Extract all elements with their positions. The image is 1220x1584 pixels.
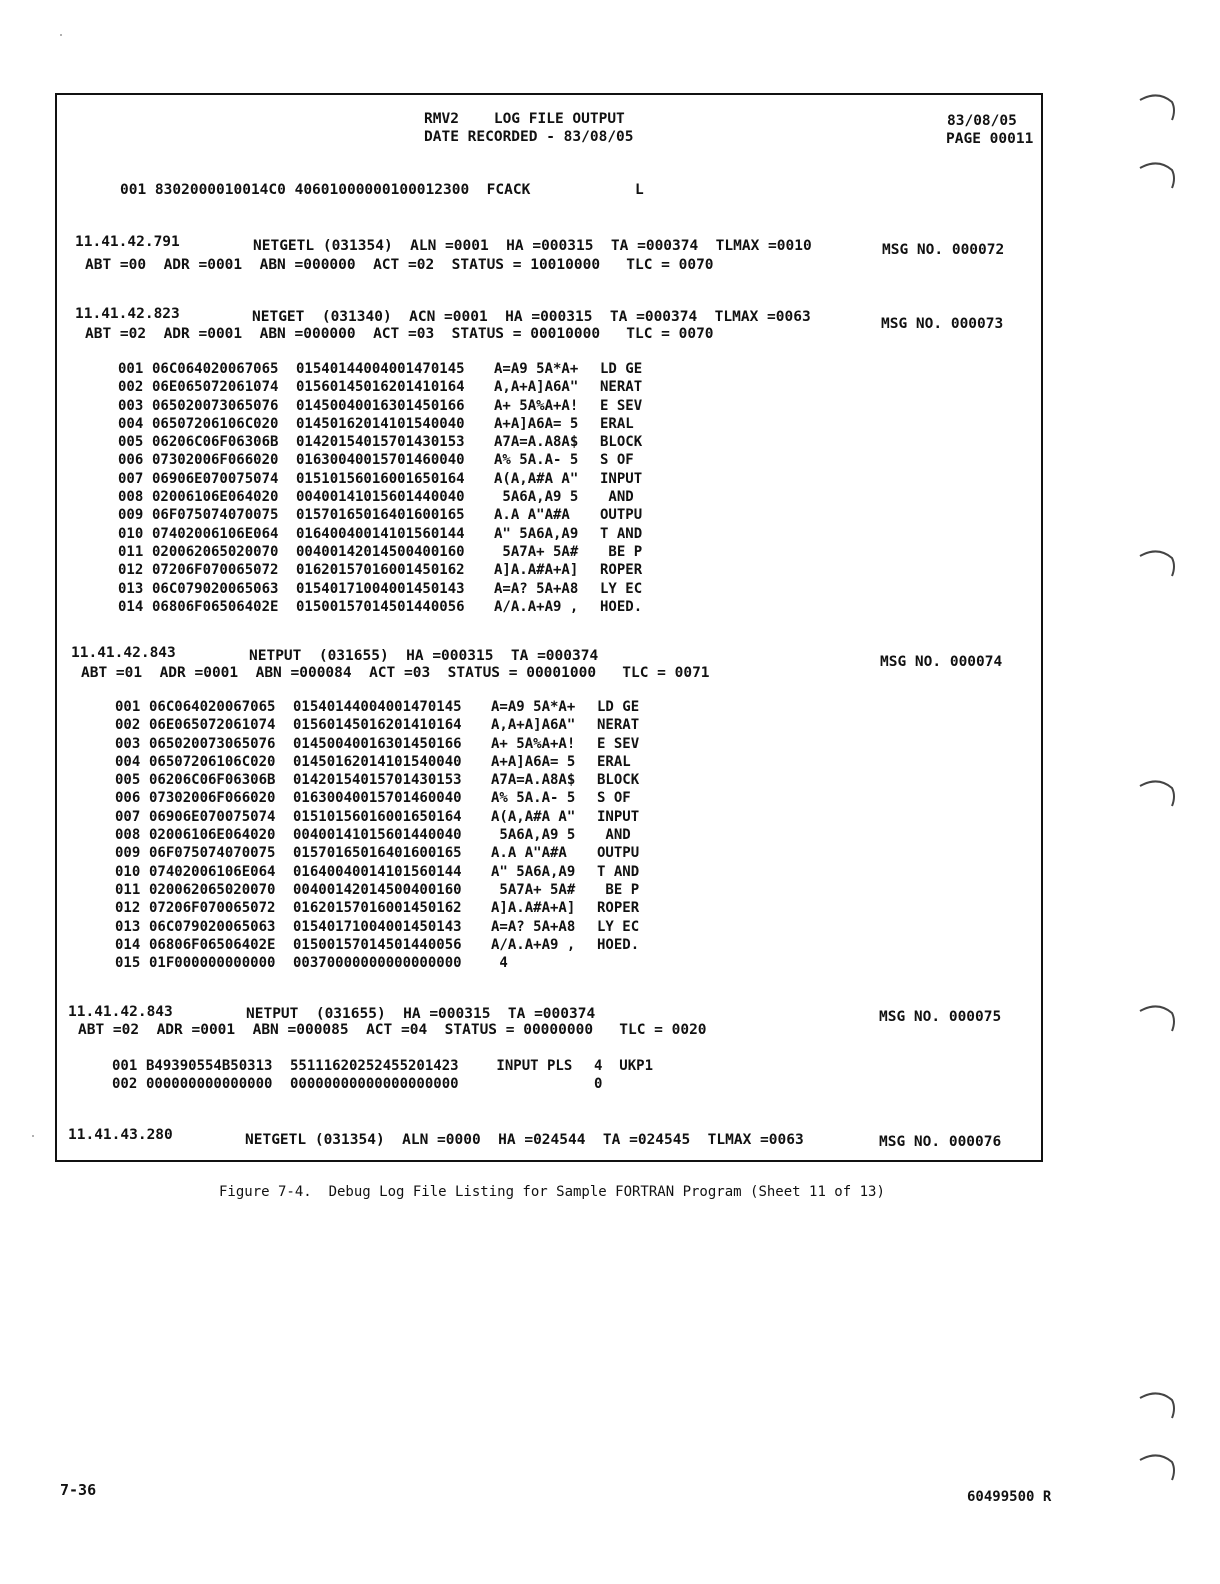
dump-octal: 00400141015601440040 [296,489,465,506]
dump-text: S OF [600,452,634,469]
dump-display: INPUT PLS [488,1058,573,1074]
dump-seq: 014 [115,936,141,953]
dump-hex: 07402006106E064 [149,863,276,880]
dump-octal: 01640040014101560144 [296,525,465,542]
scan-speck [60,34,62,36]
dump-row [115,954,639,972]
scan-speck [32,1135,34,1137]
dump-row [115,899,639,917]
dump-seq: 004 [115,753,141,770]
dump-octal: 00400142014500400160 [296,543,465,560]
dump-text: 4 UKP1 [594,1058,654,1074]
dump-display: A]A.A#A+A] [494,562,579,579]
binder-hole-mark-icon [1138,160,1178,190]
dump-seq: 002 [118,379,144,396]
dump-hex: 06E065072061074 [149,717,276,734]
dump-text: LD GE [597,699,640,715]
dump-text: INPUT [600,470,643,487]
dump-text: T AND [597,863,640,880]
dump-text: ERAL [600,415,634,432]
dump-seq: 007 [118,470,144,487]
msg-time: 11.41.42.843 [68,1004,173,1020]
dump-display: A+A]A6A= 5 [494,415,579,432]
dump-seq: 002 [112,1076,138,1093]
dump-row [118,525,642,543]
dump-row [118,451,642,469]
msg-time: 11.41.43.280 [68,1127,173,1143]
dump-hex: 06806F06506402E [152,598,279,615]
dump-octal: 00400142014500400160 [293,881,462,898]
dump-display: 5A6A,A9 5 [491,827,576,844]
msg-number: MSG NO. 000074 [880,654,1003,670]
dump-text: T AND [600,525,643,542]
msg-time: 11.41.42.791 [75,234,180,250]
dump-text: LD GE [600,361,643,377]
dump-display: A7A=A.A8A$ [491,772,576,789]
dump-display: 5A7A+ 5A# [491,881,576,898]
dump-hex: 06C079020065063 [152,580,279,597]
dump-octal: 01510156016001650164 [296,470,465,487]
dump-row [118,561,642,579]
hex-dump-block [112,1057,653,1094]
msg-line1: NETGETL (031354) ALN =0001 HA =000315 TA =000374 TLMAX =0010 [253,238,812,254]
dump-row [118,488,642,506]
dump-row [115,881,639,899]
msg-number: MSG NO. 000073 [881,316,1004,332]
msg-line2: ABT =02 ADR =0001 ABN =000000 ACT =03 STATUS = 00010000 TLC = 0070 [85,326,714,342]
dump-hex: 06507206106C020 [152,415,279,432]
msg-number: MSG NO. 000072 [882,242,1005,258]
dump-octal: 01640040014101560144 [293,863,462,880]
dump-row [118,470,642,488]
dump-octal: 01510156016001650164 [293,808,462,825]
dump-display: A.A A"A#A [491,845,567,862]
dump-row [115,716,639,734]
dump-seq: 006 [115,790,141,807]
dump-row [115,826,639,844]
msg-line1: NETPUT (031655) HA =000315 TA =000374 [246,1006,596,1022]
dump-text: ERAL [597,753,631,770]
dump-display: A(A,A#A A" [494,470,579,487]
dump-hex: 06806F06506402E [149,936,276,953]
binder-hole-mark-icon [1138,548,1178,578]
dump-text: 0 [594,1076,603,1093]
dump-row [115,698,639,716]
dump-display: A=A9 5A*A+ [494,361,579,377]
dump-seq: 001 [118,361,144,377]
dump-seq: 013 [115,918,141,935]
dump-octal: 01620157016001450162 [293,900,462,917]
dump-octal: 01450040016301450166 [296,397,465,414]
dump-seq: 007 [115,808,141,825]
dump-octal: 00000000000000000000 [290,1076,459,1093]
dump-seq: 011 [115,881,141,898]
dump-display: 4 [491,955,508,972]
dump-text: NERAT [600,379,643,396]
dump-seq: 013 [118,580,144,597]
dump-octal: 01630040015701460040 [293,790,462,807]
dump-display: A(A,A#A A" [491,808,576,825]
header-page: PAGE 00011 [946,131,1034,147]
dump-octal: 01450040016301450166 [293,735,462,752]
dump-octal: 01570165016401600165 [293,845,462,862]
dump-seq: 001 [115,699,141,715]
dump-row [118,580,642,598]
dump-octal: 01540144004001470145 [296,361,465,377]
dump-seq: 004 [118,415,144,432]
dump-seq: 005 [115,772,141,789]
dump-text: BE P [597,881,640,898]
dump-display: A=A9 5A*A+ [491,699,576,715]
dump-display: A" 5A6A,A9 [491,863,576,880]
dump-row [118,378,642,396]
dump-seq: 015 [115,955,141,972]
dump-hex: 06906E070075074 [149,808,276,825]
dump-seq: 005 [118,434,144,451]
dump-display: A/A.A+A9 , [491,936,576,953]
dump-row [115,918,639,936]
dump-text: INPUT [597,808,640,825]
dump-row [118,433,642,451]
dump-octal: 01500157014501440056 [293,936,462,953]
dump-display: A]A.A#A+A] [491,900,576,917]
dump-row [118,360,642,378]
dump-octal: 01420154015701430153 [296,434,465,451]
page-number: 7-36 [60,1481,97,1499]
document-number: 60499500 R [967,1489,1052,1505]
dump-octal: 01420154015701430153 [293,772,462,789]
dump-hex: 07302006F066020 [149,790,276,807]
dump-octal: 00400141015601440040 [293,827,462,844]
binder-hole-mark-icon [1138,1390,1178,1420]
dump-text: HOED. [600,598,643,615]
dump-hex: B49390554B50313 [146,1058,273,1074]
dump-hex: 06F075074070075 [152,507,279,524]
dump-text: AND [597,827,631,844]
dump-text: AND [600,489,634,506]
dump-octal: 01500157014501440056 [296,598,465,615]
dump-row [115,936,639,954]
dump-text: LY EC [600,580,643,597]
dump-text: BE P [600,543,643,560]
dump-display: A7A=A.A8A$ [494,434,579,451]
dump-hex: 000000000000000 [146,1076,273,1093]
dump-seq: 003 [118,397,144,414]
dump-text: S OF [597,790,631,807]
dump-octal: 00370000000000000000 [293,955,462,972]
dump-display: A+ 5A%A+A! [494,397,579,414]
dump-text: E SEV [597,735,640,752]
dump-octal: 01570165016401600165 [296,507,465,524]
msg-line2: ABT =02 ADR =0001 ABN =000085 ACT =04 STATUS = 00000000 TLC = 0020 [78,1022,707,1038]
dump-display: A=A? 5A+A8 [491,918,576,935]
dump-hex: 07206F070065072 [149,900,276,917]
dump-display: A.A A"A#A [494,507,570,524]
header-date-recorded: DATE RECORDED - 83/08/05 [424,129,634,145]
dump-seq: 009 [115,845,141,862]
dump-seq: 001 [112,1058,138,1074]
dump-text: ROPER [597,900,640,917]
dump-row [115,844,639,862]
dump-display: A" 5A6A,A9 [494,525,579,542]
dump-text: HOED. [597,936,640,953]
dump-octal: 01630040015701460040 [296,452,465,469]
dump-display: A% 5A.A- 5 [494,452,579,469]
msg-line1: NETPUT (031655) HA =000315 TA =000374 [249,648,599,664]
dump-display: A+A]A6A= 5 [491,753,576,770]
dump-seq: 014 [118,598,144,615]
dump-display: A,A+A]A6A" [494,379,579,396]
dump-hex: 020062065020070 [149,881,276,898]
dump-display: A/A.A+A9 , [494,598,579,615]
dump-seq: 010 [115,863,141,880]
dump-hex: 065020073065076 [152,397,279,414]
dump-text: NERAT [597,717,640,734]
hex-dump-block [115,698,639,972]
msg-number: MSG NO. 000076 [879,1134,1002,1150]
dump-hex: 020062065020070 [152,543,279,560]
dump-hex: 06507206106C020 [149,753,276,770]
msg-line2: ABT =00 ADR =0001 ABN =000000 ACT =02 STATUS = 10010000 TLC = 0070 [85,257,714,273]
dump-hex: 07402006106E064 [152,525,279,542]
dump-hex: 07302006F066020 [152,452,279,469]
dump-seq: 008 [115,827,141,844]
dump-row [115,771,639,789]
dump-display: A=A? 5A+A8 [494,580,579,597]
dump-row [112,1075,653,1093]
dump-hex: 06906E070075074 [152,470,279,487]
dump-seq: 012 [115,900,141,917]
dump-display: A% 5A.A- 5 [491,790,576,807]
msg-line1: NETGET (031340) ACN =0001 HA =000315 TA =000374 TLMAX =0063 [252,309,811,325]
dump-row [118,415,642,433]
dump-display: A+ 5A%A+A! [491,735,576,752]
header-program: RMV2 LOG FILE OUTPUT [424,111,625,127]
dump-row [115,753,639,771]
dump-seq: 010 [118,525,144,542]
dump-text: OUTPU [600,507,643,524]
dump-seq: 009 [118,507,144,524]
dump-text: OUTPU [597,845,640,862]
dump-hex: 06F075074070075 [149,845,276,862]
dump-octal: 01450162014101540040 [296,415,465,432]
dump-seq: 012 [118,562,144,579]
dump-octal: 01540171004001450143 [296,580,465,597]
binder-hole-mark-icon [1138,1452,1178,1482]
dump-hex: 065020073065076 [149,735,276,752]
dump-display: 5A7A+ 5A# [494,543,579,560]
dump-hex: 06206C06F06306B [152,434,279,451]
dump-hex: 06E065072061074 [152,379,279,396]
dump-hex: 06206C06F06306B [149,772,276,789]
dump-hex: 02006106E064020 [152,489,279,506]
dump-hex: 06C079020065063 [149,918,276,935]
dump-text: E SEV [600,397,643,414]
dump-display: 5A6A,A9 5 [494,489,579,506]
dump-hex: 06C064020067065 [149,699,276,715]
dump-seq: 008 [118,489,144,506]
dump-octal: 01620157016001450162 [296,562,465,579]
header-date: 83/08/05 [947,113,1017,129]
dump-octal: 01540144004001470145 [293,699,462,715]
dump-text: ROPER [600,562,643,579]
binder-hole-mark-icon [1138,1003,1178,1033]
dump-text: LY EC [597,918,640,935]
msg-number: MSG NO. 000075 [879,1009,1002,1025]
dump-row [115,735,639,753]
dump-row [118,598,642,616]
msg-time: 11.41.42.823 [75,306,180,322]
figure-caption: Figure 7-4. Debug Log File Listing for Sample FORTRAN Program (Sheet 11 of 13) [219,1184,885,1200]
dump-row [118,397,642,415]
binder-hole-mark-icon [1138,92,1178,122]
dump-octal: 01560145016201410164 [293,717,462,734]
dump-seq: 011 [118,543,144,560]
dump-seq: 003 [115,735,141,752]
msg-line1: NETGETL (031354) ALN =0000 HA =024544 TA =024545 TLMAX =0063 [245,1132,804,1148]
dump-row [118,506,642,524]
dump-text: BLOCK [600,434,643,451]
dump-octal: 01450162014101540040 [293,753,462,770]
dump-row [118,543,642,561]
dump-hex: 06C064020067065 [152,361,279,377]
dump-row [115,789,639,807]
msg-time: 11.41.42.843 [71,645,176,661]
dump-octal: 01540171004001450143 [293,918,462,935]
dump-octal: 01560145016201410164 [296,379,465,396]
dump-hex: 01F000000000000 [149,955,276,972]
dump-seq: 002 [115,717,141,734]
hex-dump-block [118,360,642,616]
dump-text: BLOCK [597,772,640,789]
dump-hex: 07206F070065072 [152,562,279,579]
msg-line2: ABT =01 ADR =0001 ABN =000084 ACT =03 STATUS = 00001000 TLC = 0071 [81,665,710,681]
dump-seq: 006 [118,452,144,469]
dump-octal: 55111620252455201423 [290,1058,459,1074]
dump-hex: 02006106E064020 [149,827,276,844]
dump-row [115,863,639,881]
dump-row [112,1057,653,1075]
dump-row [115,808,639,826]
dump-display: A,A+A]A6A" [491,717,576,734]
binder-hole-mark-icon [1138,778,1178,808]
top-record-line: 001 8302000010014C0 40601000000100012300 FCACK L [120,182,644,198]
